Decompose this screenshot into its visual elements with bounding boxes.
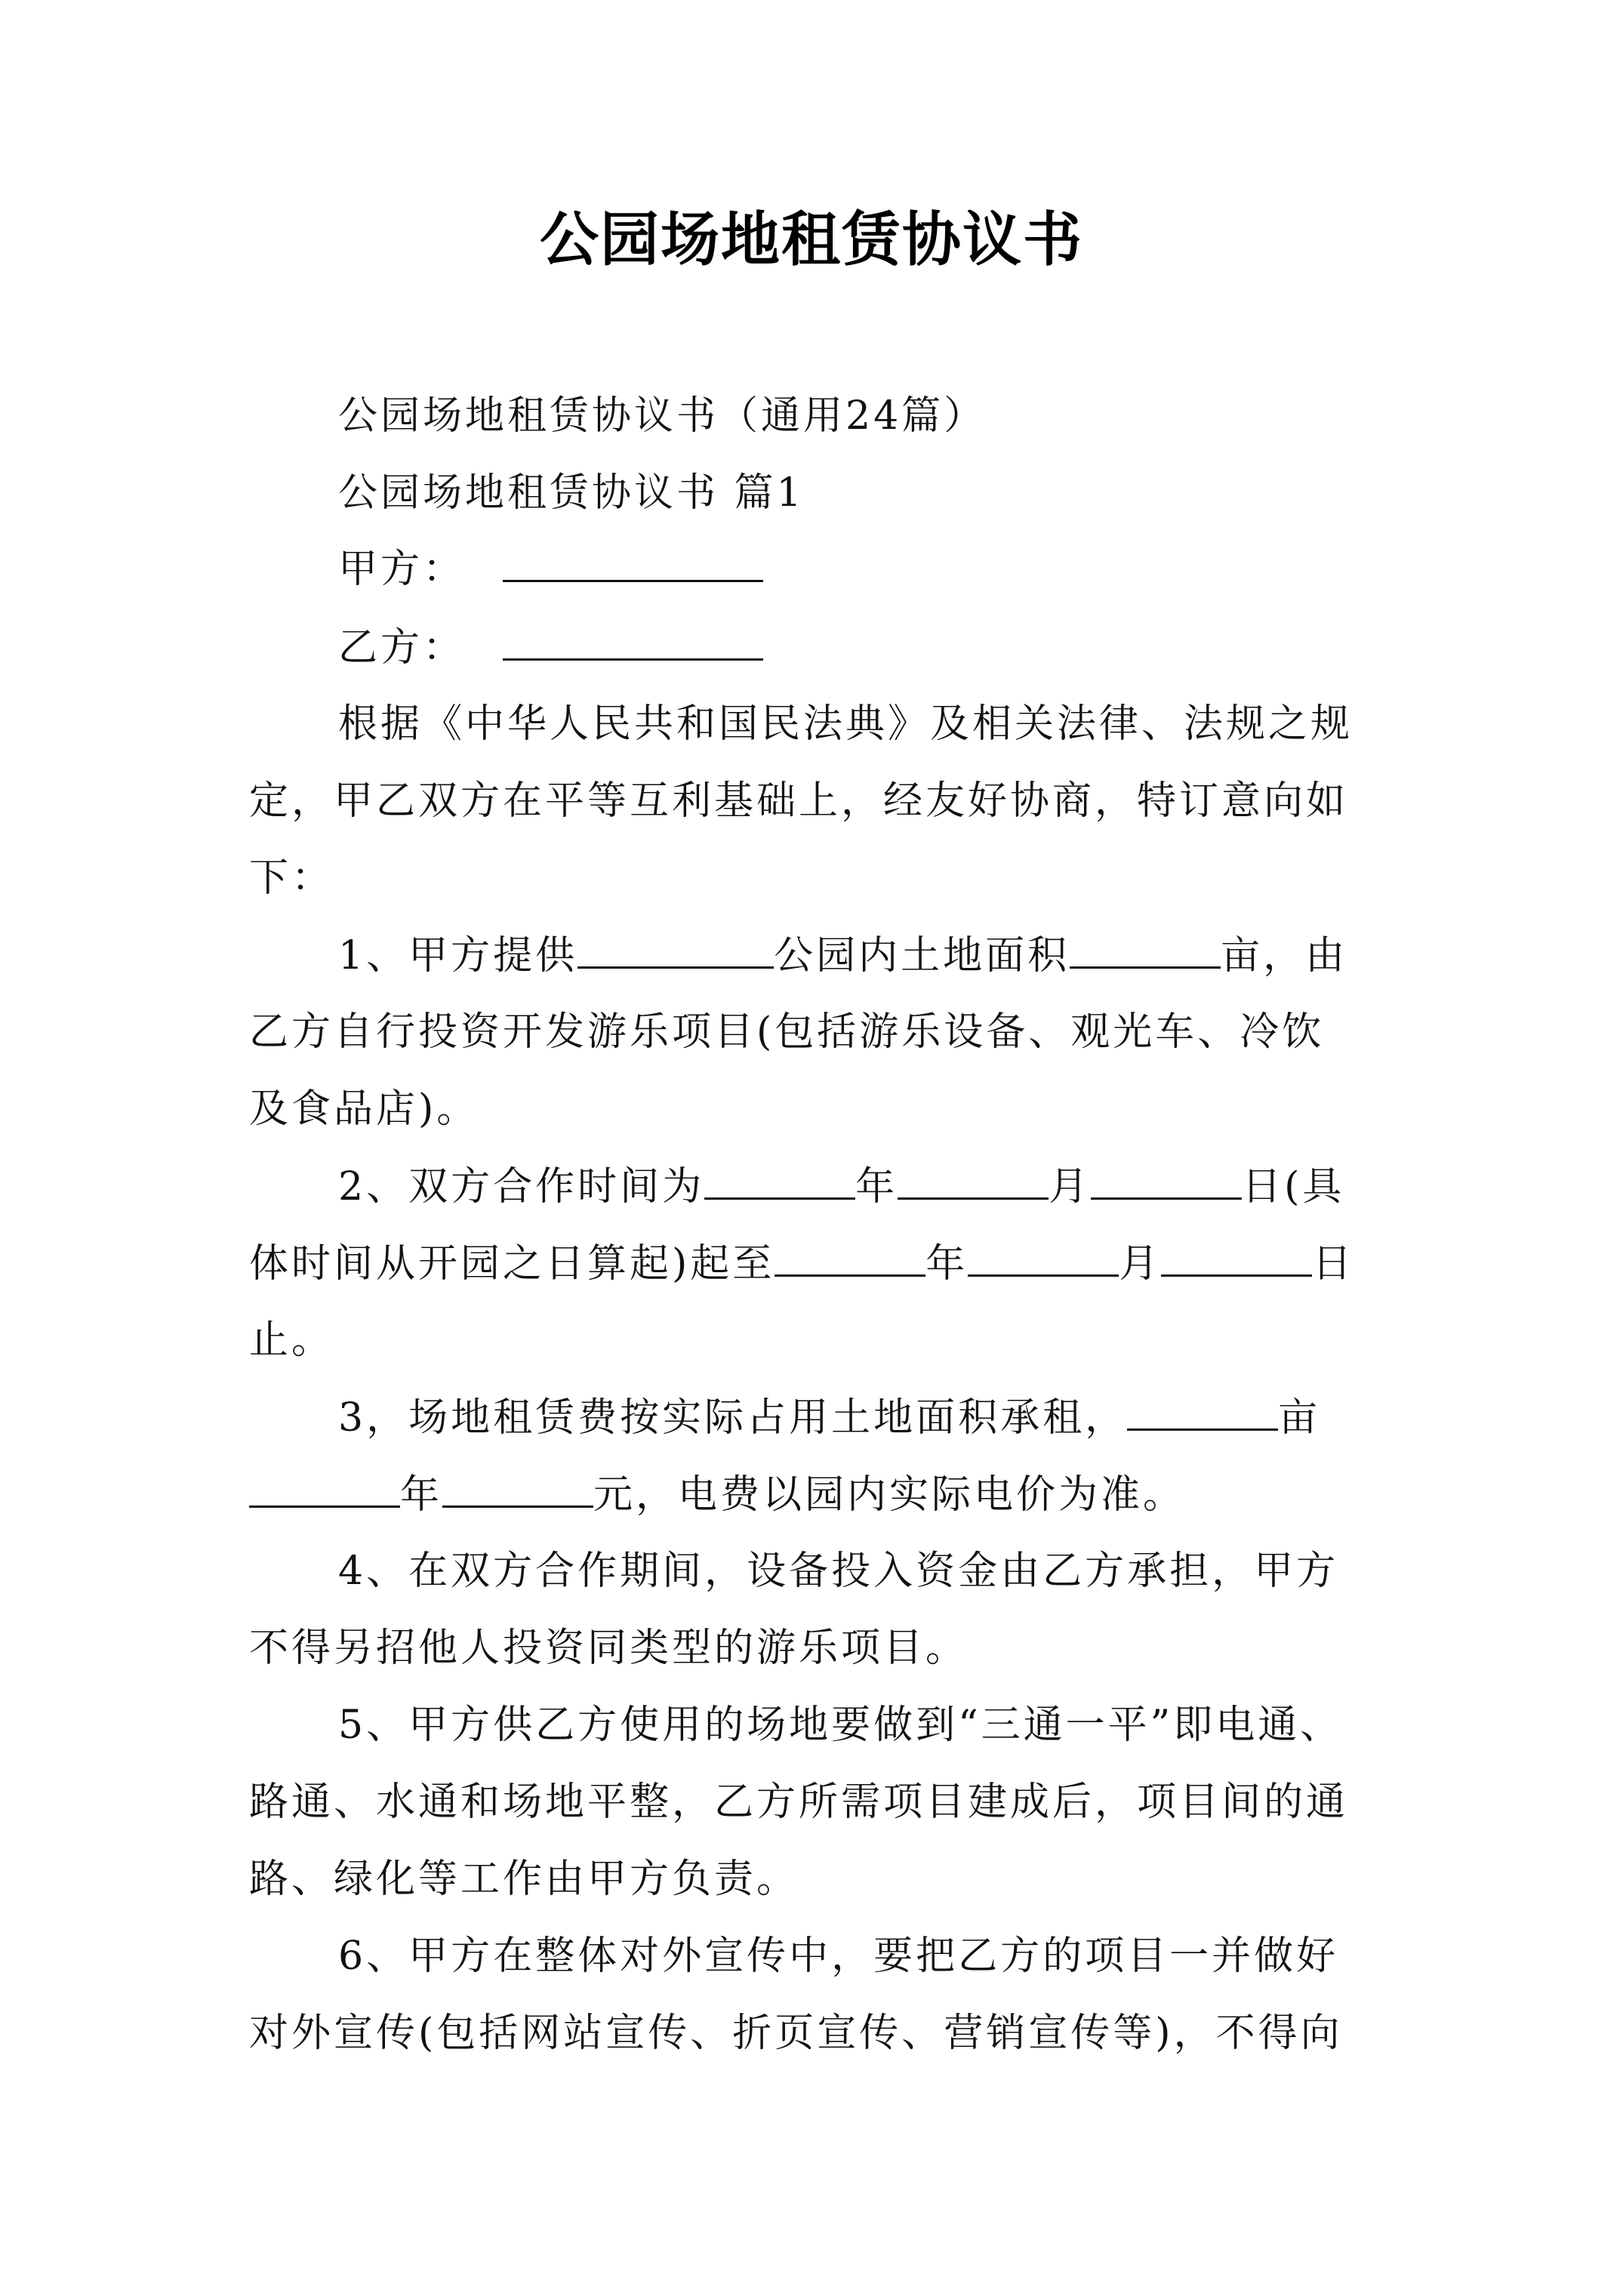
- paragraph-line: 止。: [249, 1318, 334, 1363]
- party-a-label: 甲方：: [338, 547, 466, 592]
- party-b-line: [338, 624, 1486, 671]
- blank-field: [1127, 1394, 1278, 1431]
- clause-text: 月: [1049, 1164, 1092, 1210]
- paragraph-line: 乙方自行投资开发游乐项目(包括游乐设备、观光车、冷饮: [249, 1009, 1325, 1055]
- clause-text: 年: [925, 1241, 969, 1287]
- clause-text: 月: [1119, 1241, 1162, 1287]
- blank-field: [968, 1240, 1119, 1277]
- paragraph-line: 5、甲方供乙方使用的场地要做到“三通一平”即电通、: [338, 1703, 1343, 1748]
- chapter-heading: 公园场地租赁协议书 篇1: [338, 470, 805, 516]
- blank-field: [577, 932, 774, 969]
- paragraph-line: 及食品店)。: [249, 1086, 479, 1132]
- clause-3-line-2: [249, 1471, 1397, 1518]
- paragraph-line: 4、在双方合作期间，设备投入资金由乙方承担，甲方: [338, 1549, 1339, 1594]
- paragraph-line: 下：: [249, 855, 334, 901]
- clause-text: 日(具: [1242, 1164, 1345, 1210]
- party-a-line: [338, 545, 1486, 593]
- party-b-blank: [503, 624, 763, 661]
- paragraph-line: 6、甲方在整体对外宣传中，要把乙方的项目一并做好: [338, 1934, 1339, 1979]
- clause-text: 元，电费以园内实际电价为准。: [593, 1472, 1186, 1518]
- blank-field: [898, 1163, 1049, 1200]
- blank-field: [775, 1240, 925, 1277]
- clause-2-line: [338, 1163, 1486, 1210]
- clause-text: 年: [855, 1164, 898, 1210]
- party-a-blank: [503, 545, 763, 582]
- clause-text: 年: [400, 1472, 443, 1518]
- paragraph-line: 定，甲乙双方在平等互利基础上，经友好协商，特订意向如: [249, 778, 1349, 824]
- blank-field: [442, 1471, 593, 1508]
- clause-1-line: [338, 932, 1486, 979]
- subtitle: 公园场地租赁协议书（通用24篇）: [338, 393, 987, 439]
- paragraph-line: 路通、水通和场地平整，乙方所需项目建成后，项目间的通: [249, 1780, 1349, 1825]
- blank-field: [1070, 932, 1221, 969]
- blank-field: [704, 1163, 855, 1200]
- clause-text: 3，场地租赁费按实际占用土地面积承租，: [338, 1395, 1128, 1441]
- party-b-label: 乙方：: [338, 625, 466, 670]
- clause-text: 日: [1312, 1241, 1355, 1287]
- clause-text: 亩，由: [1221, 933, 1348, 978]
- blank-field: [1161, 1240, 1312, 1277]
- clause-text: 体时间从开园之日算起)起至: [249, 1241, 775, 1287]
- document-title: 公园场地租赁协议书: [539, 206, 1083, 274]
- clause-text: 公园内土地面积: [774, 933, 1070, 978]
- clause-text: 1、甲方提供: [338, 933, 578, 978]
- paragraph-line: 路、绿化等工作由甲方负责。: [249, 1857, 799, 1902]
- paragraph-line: 根据《中华人民共和国民法典》及相关法律、法规之规: [338, 701, 1354, 747]
- clause-text: 亩: [1278, 1395, 1321, 1441]
- paragraph-line: 对外宣传(包括网站宣传、折页宣传、营销宣传等)，不得向: [249, 2011, 1343, 2056]
- clause-text: 2、双方合作时间为: [338, 1164, 705, 1210]
- clause-2-line-2: [249, 1240, 1397, 1287]
- clause-3-line: [338, 1394, 1486, 1441]
- paragraph-line: 不得另招他人投资同类型的游乐项目。: [249, 1626, 969, 1671]
- blank-field: [249, 1471, 400, 1508]
- blank-field: [1091, 1163, 1242, 1200]
